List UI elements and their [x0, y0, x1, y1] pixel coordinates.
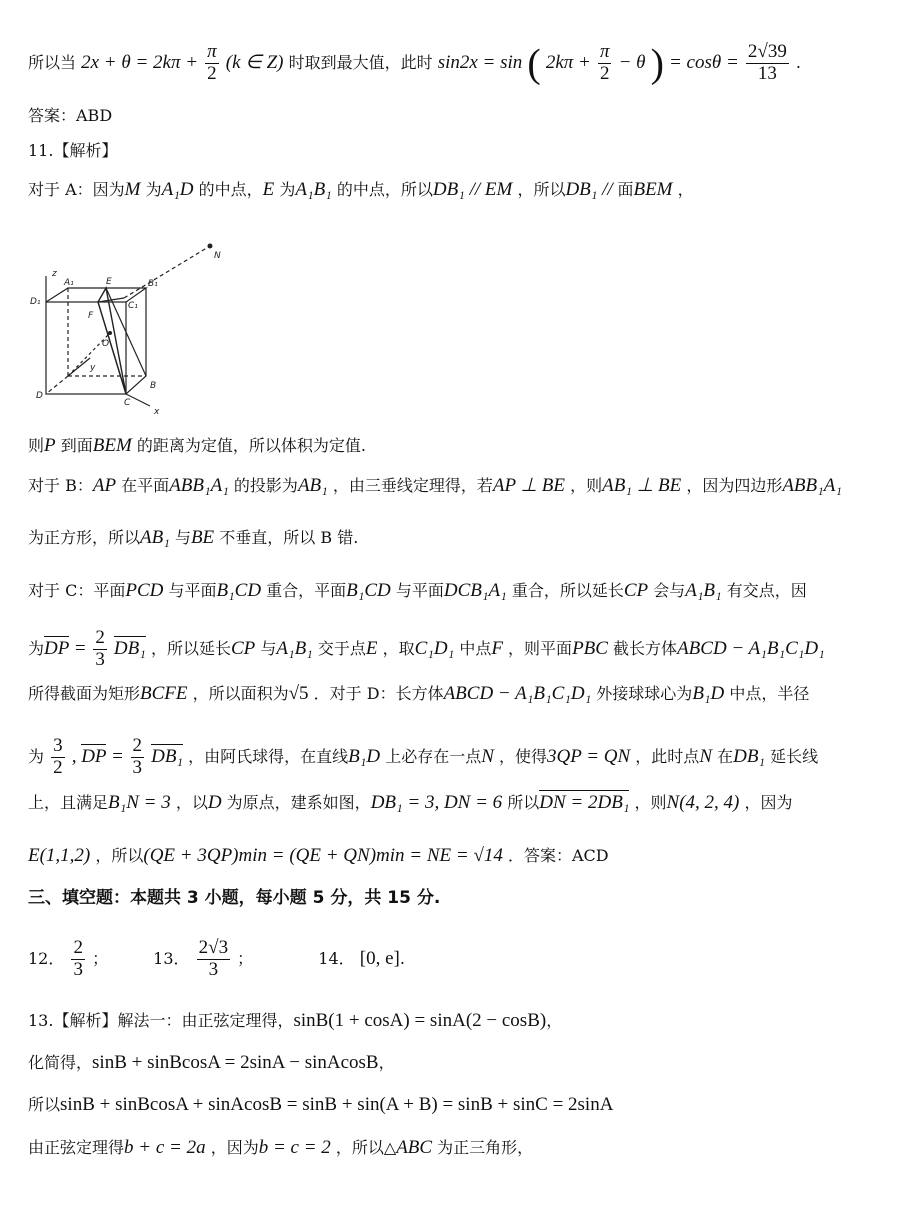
svg-text:y: y — [90, 363, 96, 373]
front-face — [46, 302, 126, 394]
svg-text:O: O — [102, 339, 110, 349]
line-c3: 所得截面为矩形BCFE ，所以面积为√5 ．对于 D：长方体ABCD − A₁B₁C₁D₁ 外接球球心为B₁D 中点，半径 — [28, 683, 810, 704]
svg-text:x: x — [154, 407, 160, 417]
answers-12-14: 12． $\frac{2}{3}$ ； 13． $\frac{2√3}{3}$ ； 14． [0, e]. — [28, 937, 405, 980]
svg-text:B₁: B₁ — [148, 279, 158, 289]
line-c1: 对于 C：平面PCD 与平面B₁CD 重合，平面B₁CD 与平面DCB₁A₁ 重合，所以延长CP 会与A₁B₁ 有交点，因 — [28, 580, 807, 601]
svg-text:F: F — [88, 311, 94, 321]
line-a1: 对于 A：因为M 为A₁D 的中点，E 为A₁B₁ 的中点，所以DB₁ // EM ，所以DB₁ // 面BEM ， — [28, 179, 694, 200]
line-d2: 上，且满足B₁N = 3 ，以D 为原点，建系如图，DB₁ = 3, DN = 6 所以DN = 2DB₁ ，则N(4, 2, 4) ，因为 — [28, 792, 793, 813]
line-d3: E(1,1,2) ，所以(QE + 3QP)min = (QE + QN)min = NE = √14 ．答案：ACD — [28, 845, 609, 866]
q11-title: 11.【解析】 — [28, 141, 118, 160]
svg-text:N: N — [214, 251, 221, 261]
svg-text:B: B — [150, 381, 157, 391]
line-b1: 对于 B：AP 在平面ABB₁A₁ 的投影为AB₁ ，由三垂线定理得，若AP ⊥ BE ，则AB₁ ⊥ BE ，因为四边形ABB₁A₁ — [28, 475, 842, 496]
svg-text:D: D — [36, 391, 43, 401]
line-q13-d: 由正弦定理得b + c = 2a ，因为b = c = 2 ，所以△ABC 为正三角形， — [28, 1137, 534, 1158]
answer-10: 答案：ABD — [28, 106, 113, 125]
line-1: 所以当 2x + θ = 2kπ + $\frac{\pi}{2}$ (k ∈ Z) 时取到最大值，此时 sin2x = sin ( 2kπ + $\frac{\pi}{2}$ − θ ) = cosθ = $\frac{2√39}{13}$ . — [28, 40, 802, 86]
svg-text:D₁: D₁ — [30, 297, 41, 307]
line-c2: 为DP = $\frac{2}{3}$ DB₁ ，所以延长CP 与A₁B₁ 交于点E ，取C₁D₁ 中点F ，则平面PBC 截长方体ABCD − A₁B₁C₁D₁ — [28, 627, 825, 670]
svg-text:C₁: C₁ — [128, 301, 138, 311]
cuboid-diagram — [28, 238, 238, 418]
line-q13-c: 所以sinB + sinBcosA + sinAcosB = sinB + sin(A + B) = sinB + sinC = 2sinA — [28, 1094, 614, 1115]
line-a2: 则P 到面BEM 的距离为定值，所以体积为定值. — [28, 435, 366, 456]
svg-text:z: z — [52, 269, 57, 279]
line-q13-b: 化简得，sinB + sinBcosA = 2sinA − sinAcosB， — [28, 1052, 395, 1073]
line-q13-a: 13.【解析】解法一：由正弦定理得，sinB(1 + cosA) = sinA(2 − cosB)， — [28, 1010, 563, 1031]
line-b2: 为正方形，所以AB₁ 与BE 不垂直，所以 B 错. — [28, 527, 359, 548]
section-3-heading: 三、填空题：本题共 3 小题，每小题 5 分，共 15 分. — [28, 888, 441, 908]
svg-text:A₁: A₁ — [64, 278, 74, 288]
svg-text:C: C — [124, 398, 131, 408]
line-d1: 为 $\frac{3}{2}$ , DP = $\frac{2}{3}$ DB₁ ，由阿氏球得，在直线B₁D 上必存在一点N ，使得3QP = QN ，此时点N 在DB₁ 延长线 — [28, 735, 819, 778]
point-o — [108, 331, 112, 335]
svg-text:E: E — [106, 277, 112, 287]
point-n — [208, 244, 213, 249]
